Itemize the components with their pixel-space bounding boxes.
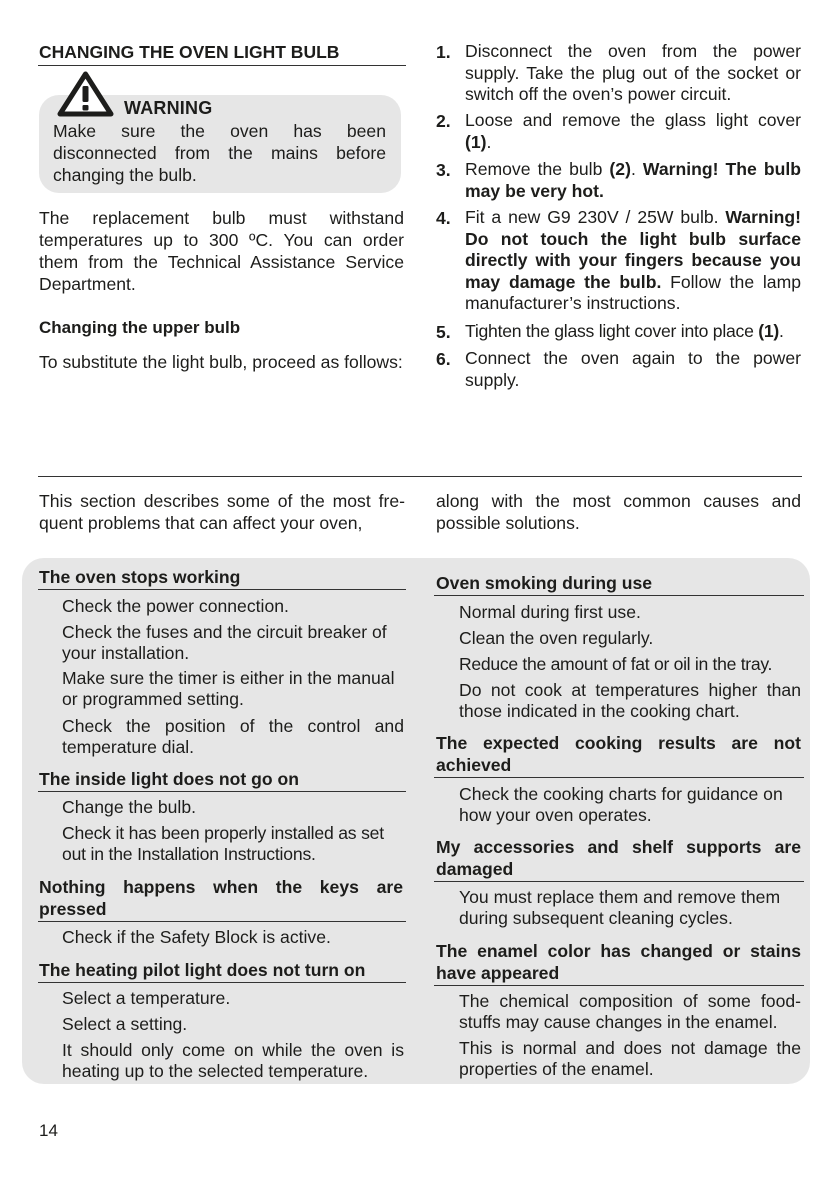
section-title: CHANGING THE OVEN LIGHT BULB <box>39 42 340 62</box>
solution-item: Check the position of the control and temperature dial. <box>62 716 404 758</box>
step-text: Remove the bulb (2). Warning! The bulb may be very hot. <box>465 159 801 201</box>
solution-item: The chemical composition of some food-stuffs may cause changes in the enamel. <box>459 991 801 1033</box>
step-number: 3. <box>436 160 451 180</box>
warning-title: WARNING <box>124 98 213 118</box>
step-number: 4. <box>436 208 451 228</box>
problem-title: Nothing happens when the keys are pressed <box>39 877 403 919</box>
warning-text: Make sure the oven has been disconnected from the mains before changing the bulb. <box>53 121 386 185</box>
step-3 <box>436 159 801 202</box>
step-number: 6. <box>436 349 451 369</box>
step-text: Connect the oven again to the power supply. <box>465 348 801 390</box>
step-text: Loose and remove the glass light cover (1). <box>465 110 801 152</box>
page-number: 14 <box>39 1121 58 1140</box>
problem-title: The inside light does not go on <box>39 769 299 789</box>
problem-underline <box>38 589 406 590</box>
problem-title: My accessories and shelf supports are damaged <box>436 837 801 879</box>
step-text: Tighten the glass light cover into place (1). <box>465 321 784 341</box>
procedure-intro: To substitute the light bulb, proceed as follows: <box>39 352 403 372</box>
step-1 <box>436 41 801 106</box>
step-text: Disconnect the oven from the power supply. Take the plug out of the socket or switch off the oven’s power circuit. <box>465 41 801 104</box>
problem-title: The heating pilot light does not turn on <box>39 960 366 980</box>
problem-title: The oven stops working <box>39 567 241 587</box>
solution-item: Do not cook at temperatures higher than those indicated in the cooking chart. <box>459 680 801 722</box>
solution-item: Normal during first use. <box>459 602 641 622</box>
upper-bulb-heading: Changing the upper bulb <box>39 318 241 337</box>
problem-underline <box>38 982 406 983</box>
solution-item: It should only come on while the oven is heating up to the selected temperature. <box>62 1040 404 1082</box>
ref-label: (2) <box>609 159 631 179</box>
step-4 <box>436 207 801 315</box>
solution-item: You must replace them and remove them during subsequent cleaning cycles. <box>459 887 781 929</box>
solution-item: Check if the Safety Block is active. <box>62 927 331 947</box>
solution-item: Check the cooking charts for guidance on how your oven operates. <box>459 784 783 826</box>
solution-item: Select a setting. <box>62 1014 188 1034</box>
problem-underline <box>434 881 804 882</box>
warning-triangle-icon <box>57 71 114 117</box>
step-number: 2. <box>436 111 451 131</box>
problem-underline <box>434 985 804 986</box>
troubleshooting-intro-right: along with the most common causes and possible solutions. <box>436 491 801 533</box>
step-6 <box>436 348 801 391</box>
solution-item: Clean the oven regularly. <box>459 628 654 648</box>
step-2 <box>436 110 801 153</box>
problem-underline <box>434 595 804 596</box>
replacement-text: The replacement bulb must withstand temperatures up to 300 ºC. You can order them from the Technical Assistance Service Department. <box>39 208 404 294</box>
solution-item: Make sure the timer is either in the manual or programmed setting. <box>62 668 395 710</box>
problem-underline <box>434 777 804 778</box>
step-number: 5. <box>436 322 451 342</box>
problem-title: Oven smoking during use <box>436 573 653 593</box>
solution-item: Check the power connection. <box>62 596 289 616</box>
step-warning: Warning! Do not touch the light bulb surface directly with your fingers because you may damage the bulb. <box>465 207 801 292</box>
solution-item: This is normal and does not damage the properties of the enamel. <box>459 1038 801 1080</box>
ref-label: (1) <box>465 131 487 152</box>
title-underline <box>38 65 406 66</box>
problem-underline <box>38 921 406 922</box>
solution-item: Check it has been properly installed as set out in the Installation Instructions. <box>62 823 384 865</box>
solution-item: Change the bulb. <box>62 797 197 817</box>
solution-item: Check the fuses and the circuit breaker of your installation. <box>62 622 387 664</box>
step-5 <box>436 321 801 343</box>
section-divider <box>38 476 802 477</box>
ref-label: (1) <box>758 321 780 341</box>
solution-item: Reduce the amount of fat or oil in the tray. <box>459 654 773 674</box>
step-number: 1. <box>436 42 451 62</box>
solution-item: Select a temperature. <box>62 988 231 1008</box>
problem-title: The enamel color has changed or stains have appeared <box>436 941 801 983</box>
step-warning: Warning! The bulb may be very hot. <box>465 159 801 201</box>
troubleshooting-intro-left: This section describes some of the most fre-quent problems that can affect your oven, <box>39 491 405 533</box>
step-text: Fit a new G9 230V / 25W bulb. Warning! Do not touch the light bulb surface directly with your fingers because you may damage the bulb. Follow the lamp manufacturer’s instructions. <box>465 207 802 313</box>
problem-underline <box>38 791 406 792</box>
problem-title: The expected cooking results are not achieved <box>436 733 801 775</box>
